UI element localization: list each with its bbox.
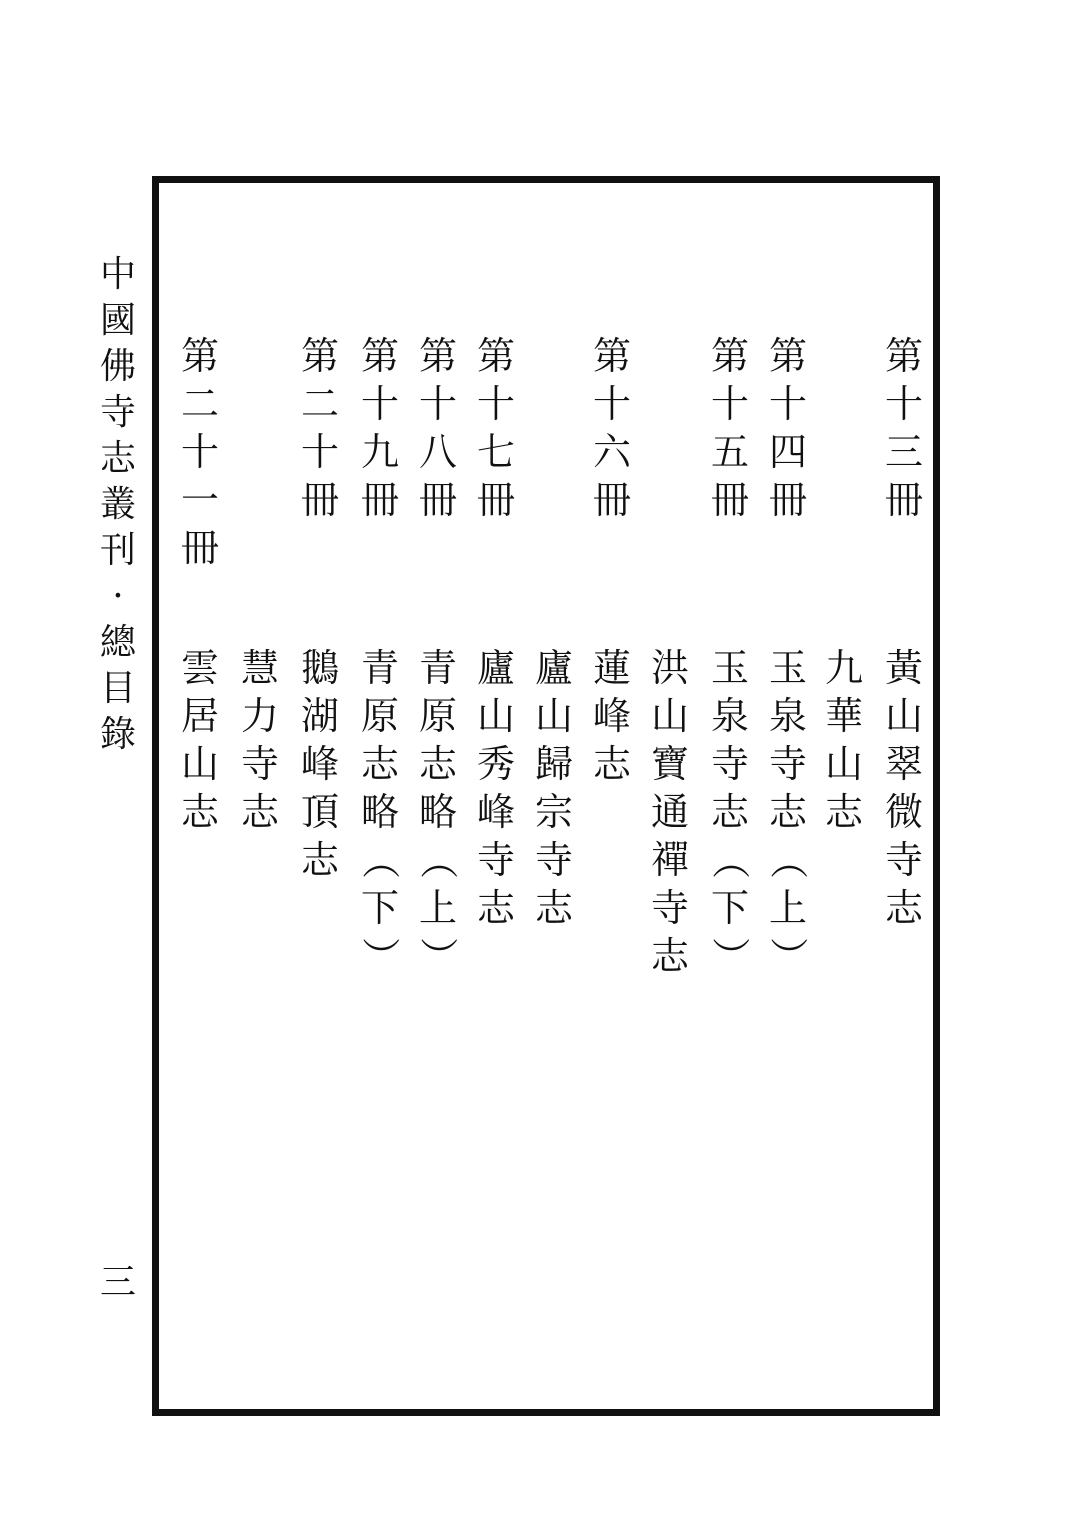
volume-16-label: 第十六冊 — [592, 334, 631, 522]
title-yunjushan: 雲居山志 — [180, 646, 219, 834]
page-number: 三 — [99, 1262, 136, 1303]
volume-19-label: 第十九冊 — [360, 334, 399, 522]
volume-18-label: 第十八冊 — [418, 334, 457, 522]
title-qingyuan-upper: 青原志略（上） — [415, 646, 460, 976]
volume-21-label: 第二十一冊 — [180, 334, 219, 570]
title-huili: 慧力寺志 — [240, 646, 279, 834]
title-lushan-xiufeng: 廬山秀峰寺志 — [476, 646, 515, 930]
title-jiuhuashan: 九華山志 — [824, 646, 863, 834]
volume-13-label: 第十三冊 — [884, 334, 923, 522]
volume-17-label: 第十七冊 — [476, 334, 515, 522]
title-ehu-fengding: 鵝湖峰頂志 — [300, 646, 339, 882]
volume-20-label: 第二十冊 — [300, 334, 339, 522]
running-title: 中國佛寺志叢刊·總目錄 — [99, 254, 136, 755]
volume-15-label: 第十五冊 — [710, 334, 749, 522]
title-huangshan-cuiwei: 黃山翠微寺志 — [884, 646, 923, 930]
volume-14-label: 第十四冊 — [768, 334, 807, 522]
title-qingyuan-lower: 青原志略（下） — [357, 646, 402, 976]
title-yuquan-lower: 玉泉寺志（下） — [707, 646, 752, 976]
title-hongshan-baotong: 洪山寶通禪寺志 — [650, 646, 689, 978]
title-lianfeng: 蓮峰志 — [592, 646, 631, 786]
title-lushan-guizong: 廬山歸宗寺志 — [534, 646, 573, 930]
title-yuquan-upper: 玉泉寺志（上） — [765, 646, 810, 976]
